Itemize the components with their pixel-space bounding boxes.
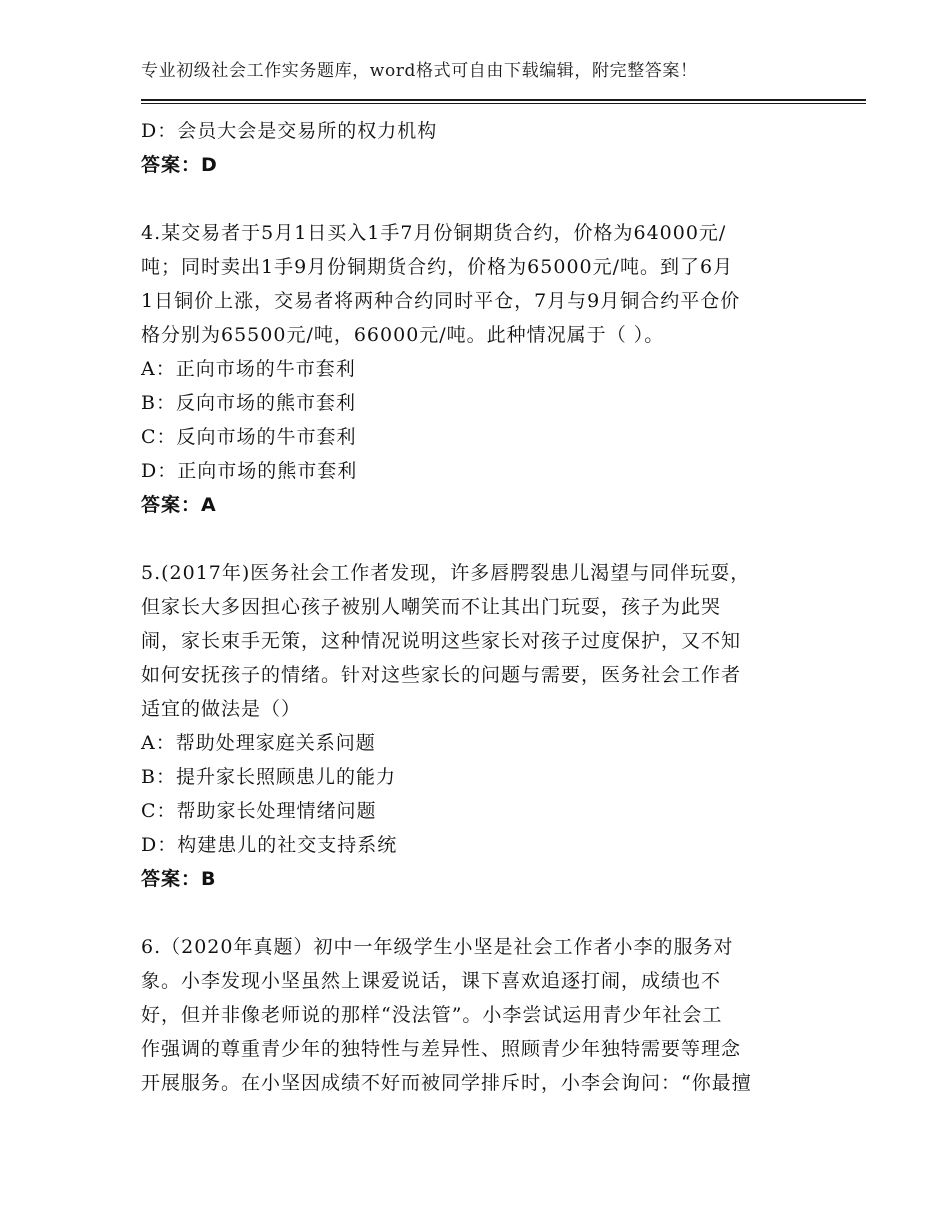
q4-option-b: B：反向市场的熊市套利 (141, 392, 356, 414)
page-header: 专业初级社会工作实务题库，word格式可自由下载编辑，附完整答案！ (141, 61, 698, 81)
q6-stem-line: 开展服务。在小坚因成绩不好而被同学排斥时，小李会询问：“你最擅 (141, 1072, 752, 1094)
q5-option-a: A：帮助处理家庭关系问题 (141, 732, 376, 754)
q3-option-d: D：会员大会是交易所的权力机构 (141, 120, 438, 142)
q5-stem-line: 适宜的做法是（） (141, 698, 302, 720)
q4-answer: 答案：A (141, 494, 217, 516)
q5-stem-line: 闹，家长束手无策，这种情况说明这些家长对孩子过度保护，又不知 (141, 630, 742, 652)
q4-stem-line: 1日铜价上涨，交易者将两种合约同时平仓，7月与9月铜合约平仓价 (141, 290, 741, 312)
question-5 (141, 556, 806, 896)
q4-option-d: D：正向市场的熊市套利 (141, 460, 358, 482)
q4-stem-line: 4.某交易者于5月1日买入1手7月份铜期货合约，价格为64000元/ (141, 222, 727, 244)
q4-option-c: C：反向市场的牛市套利 (141, 426, 357, 448)
q5-stem-line: 5.(2017年)医务社会工作者发现，许多唇腭裂患儿渴望与同伴玩耍， (141, 562, 751, 584)
question-content (141, 114, 806, 1100)
q3-answer: 答案：D (141, 154, 218, 176)
q4-stem-line: 格分别为65500元/吨，66000元/吨。此种情况属于（ ）。 (141, 324, 665, 346)
q6-stem-line: 6.（2020年真题）初中一年级学生小坚是社会工作者小李的服务对 (141, 936, 734, 958)
q6-stem-line: 作强调的尊重青少年的独特性与差异性、照顾青少年独特需要等理念 (141, 1038, 742, 1060)
spacer (141, 522, 806, 556)
spacer (141, 182, 806, 216)
header-rule-thick (141, 99, 866, 101)
question-6 (141, 930, 806, 1100)
q6-stem-line: 象。小李发现小坚虽然上课爱说话，课下喜欢追逐打闹，成绩也不 (141, 970, 722, 992)
q5-option-b: B：提升家长照顾患儿的能力 (141, 766, 396, 788)
q4-option-a: A：正向市场的牛市套利 (141, 358, 356, 380)
question-4 (141, 216, 806, 522)
q5-option-c: C：帮助家长处理情绪问题 (141, 800, 377, 822)
q4-stem-line: 吨；同时卖出1手9月份铜期货合约，价格为65000元/吨。到了6月 (141, 256, 734, 278)
q5-option-d: D：构建患儿的社交支持系统 (141, 834, 398, 856)
q6-stem-line: 好，但并非像老师说的那样“没法管”。小李尝试运用青少年社会工 (141, 1004, 723, 1026)
spacer (141, 896, 806, 930)
header-rule-thin (141, 103, 866, 104)
q5-answer: 答案：B (141, 868, 217, 890)
q5-stem-line: 如何安抚孩子的情绪。针对这些家长的问题与需要，医务社会工作者 (141, 664, 742, 686)
q5-stem-line: 但家长大多因担心孩子被别人嘲笑而不让其出门玩耍，孩子为此哭 (141, 596, 722, 618)
